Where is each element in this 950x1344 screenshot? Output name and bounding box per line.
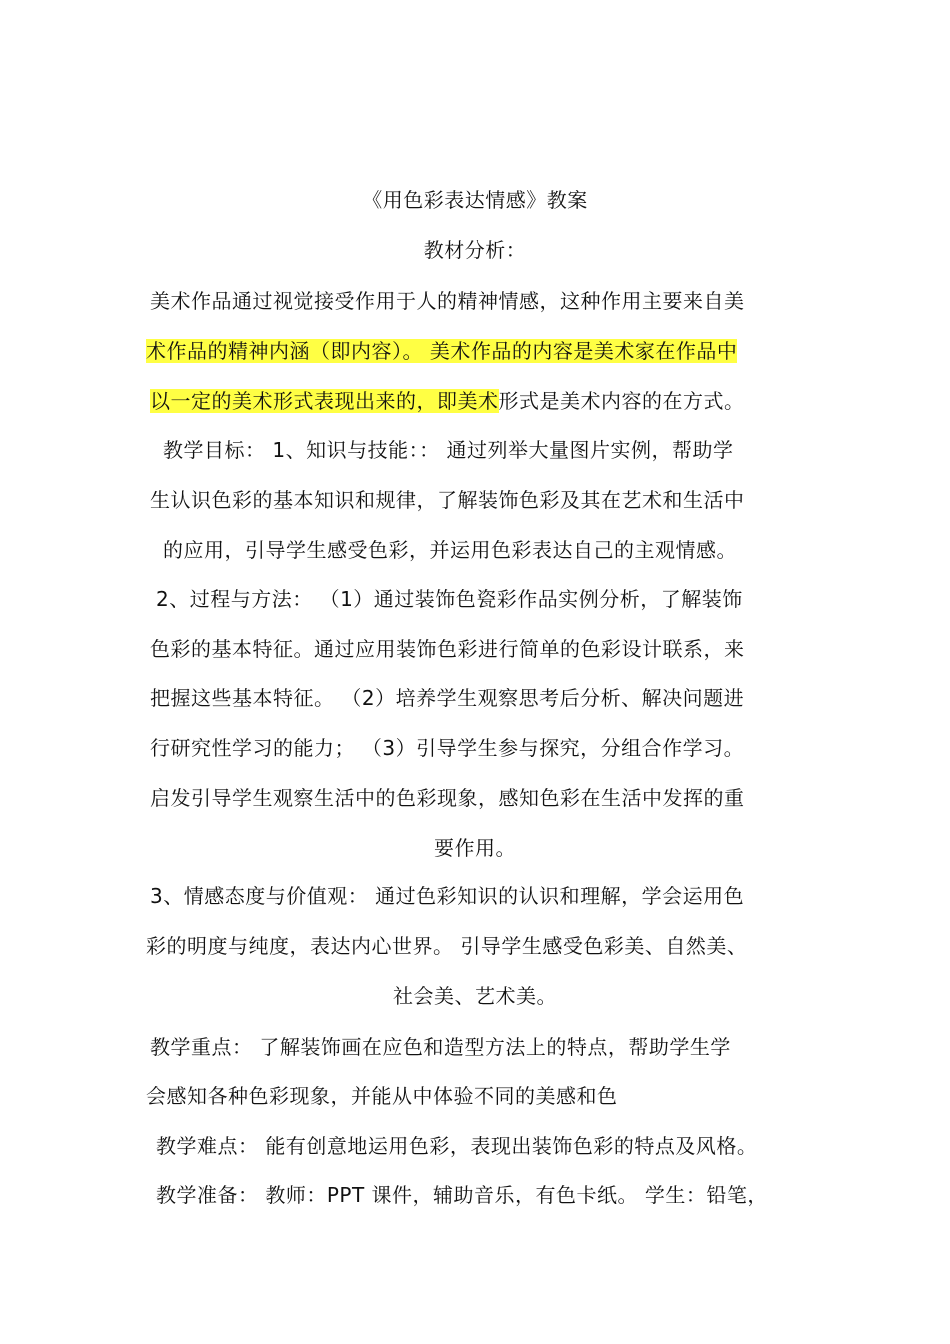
goals-line-2: 生认识色彩的基本知识和规律，了解装饰色彩及其在艺术和生活中 — [150, 488, 745, 512]
analysis-line-1: 美术作品通过视觉接受作用于人的精神情感，这种作用主要来自美 — [150, 289, 745, 313]
key-points-line-2: 会感知各种色彩现象，并能从中体验不同的美感和色 — [146, 1084, 618, 1108]
goals-line-12: 社会美、艺术美。 — [393, 984, 557, 1008]
document-title: 《用色彩表达情感》教案 — [362, 188, 588, 212]
goals-line-5: 色彩的基本特征。通过应用装饰色彩进行简单的色彩设计联系，来 — [150, 637, 745, 661]
goals-line-11: 彩的明度与纯度，表达内心世界。 引导学生感受色彩美、自然美、 — [146, 934, 748, 958]
goals-line-4: 2、过程与方法： （1）通过装饰色瓷彩作品实例分析，了解装饰 — [156, 587, 743, 611]
key-points-line-1: 教学重点： 了解装饰画在应色和造型方法上的特点，帮助学生学 — [150, 1035, 731, 1059]
section-heading: 教材分析： — [423, 238, 527, 262]
highlighted-text: 以一定的美术形式表现出来的，即美术 — [150, 389, 499, 413]
goals-line-9: 要作用。 — [434, 836, 516, 860]
plain-text: 形式是美术内容的在方式。 — [498, 389, 745, 413]
analysis-line-3 — [150, 376, 745, 426]
analysis-line-2 — [146, 326, 737, 376]
goals-line-1: 教学目标： 1、知识与技能：： 通过列举大量图片实例，帮助学 — [163, 438, 734, 462]
goals-line-7: 行研究性学习的能力； （3）引导学生参与探究，分组合作学习。 — [150, 736, 745, 760]
goals-line-10: 3、情感态度与价值观： 通过色彩知识的认识和理解，学会运用色 — [150, 884, 745, 908]
highlighted-text: 术作品的精神内涵（即内容）。 美术作品的内容是美术家在作品中 — [146, 339, 738, 363]
difficulty-line: 教学难点： 能有创意地运用色彩，表现出装饰色彩的特点及风格。 — [156, 1134, 758, 1158]
preparation-line: 教学准备： 教师：PPT 课件，辅助音乐，有色卡纸。 学生：铅笔， — [156, 1183, 768, 1207]
goals-line-3: 的应用，引导学生感受色彩，并运用色彩表达自己的主观情感。 — [163, 538, 737, 562]
goals-line-8: 启发引导学生观察生活中的色彩现象，感知色彩在生活中发挥的重 — [150, 786, 745, 810]
goals-line-6: 把握这些基本特征。 （2）培养学生观察思考后分析、解决问题进 — [150, 686, 745, 710]
